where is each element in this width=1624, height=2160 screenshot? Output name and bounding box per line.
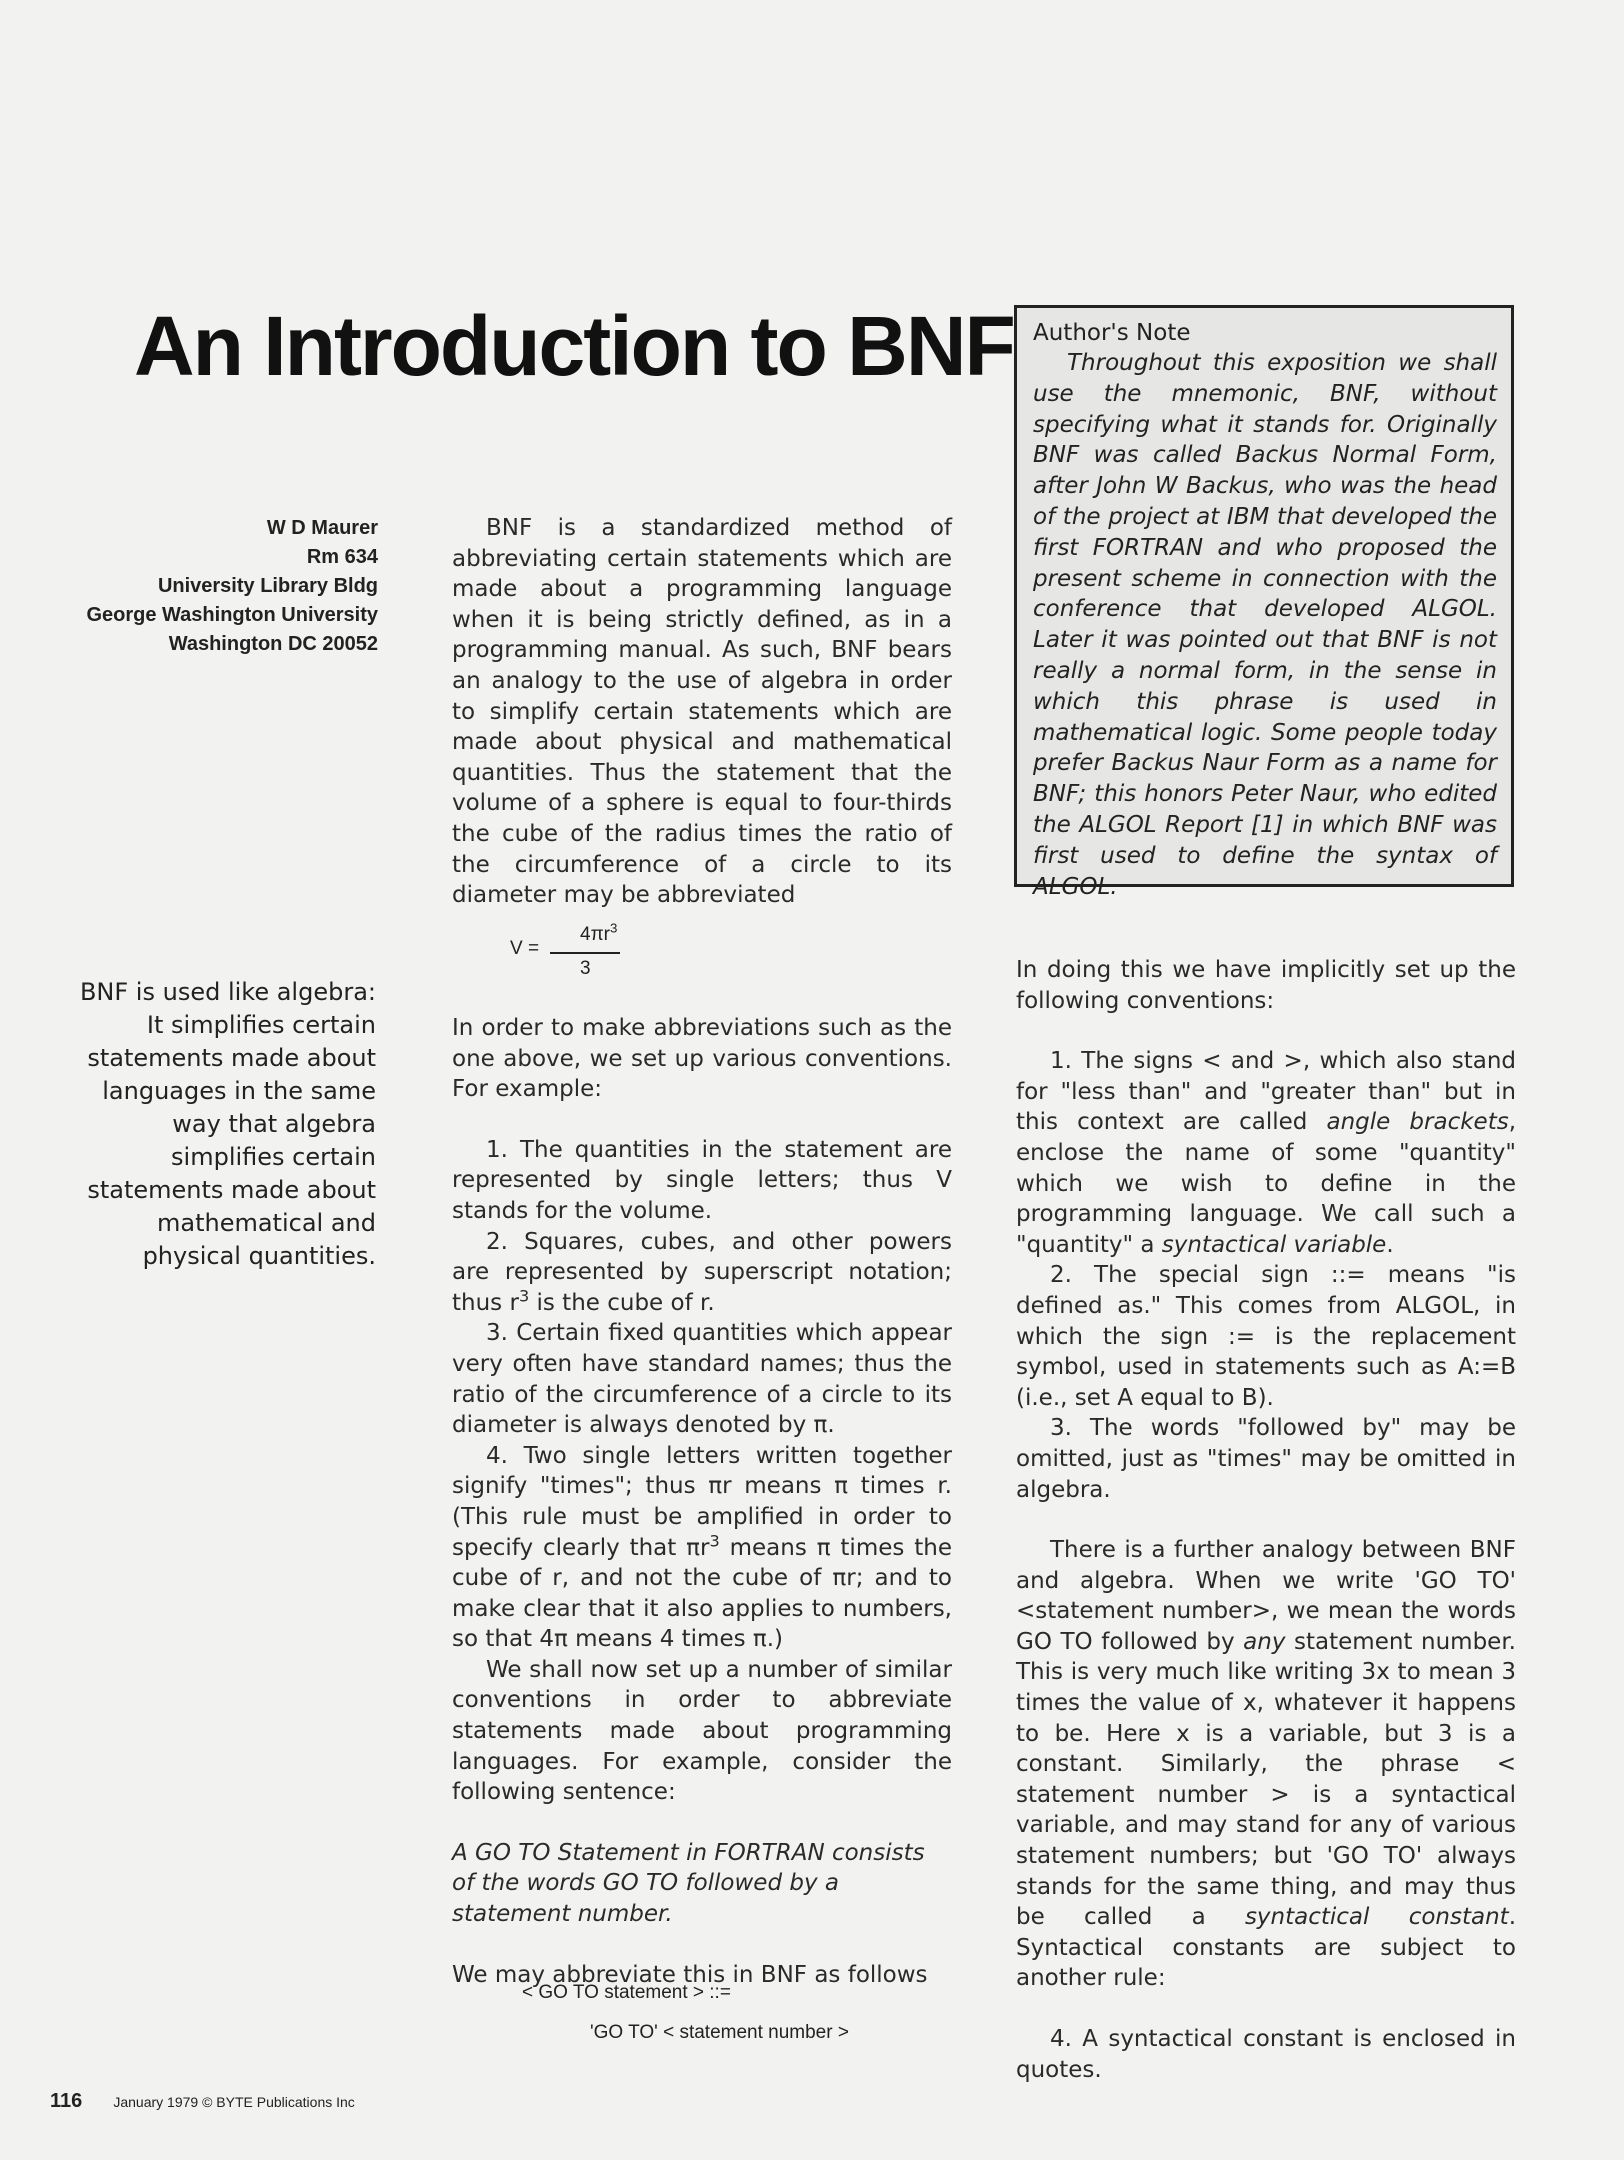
author-name: W D Maurer — [266, 517, 378, 539]
analogy-paragraph: There is a further analogy between BNF and algebra. When we write 'GO TO' <statement number>, we mean the words GO TO followed by any statement number. This is very much like writing 3x to mean 3 times the value of x, whatever it happens to be. Here x is a variable, but 3 is a constant. Similarly, the phrase < statement number > is a syntactical variable, and may stand for any of various statement numbers; but 'GO TO' always stands for the same thing, and may thus be called a syntactical constant. Syntactical constants are subject to another rule: — [1016, 1537, 1516, 1992]
bnf-convention-2: 2. The special sign ::= means "is defined as." This comes from ALGOL, in which the sign := is the replacement symbol, used in statements such as A:=B (i.e., set A equal to B). — [1016, 1262, 1516, 1411]
article-title: An Introduction to BNF — [134, 299, 1014, 393]
right-column — [1016, 955, 1516, 2085]
authors-note-text: Throughout this exposition we shall use the mnemonic, BNF, without specifying what it stands for. Originally BNF was called Backus Normal Form, after John W Backus, who was the head of the project at IBM that developed the first FORTRAN and who proposed the present scheme in connection with the conference that developed ALGOL. Later it was pointed out that BNF is not really a normal form, in the sense in which this phrase is used in mathematical logic. Some people today prefer Backus Naur Form as a name for BNF; this honors Peter Naur, who edited the ALGOL Report [1] in which BNF was first used to define the syntax of ALGOL. — [1033, 350, 1497, 900]
intro-column — [452, 513, 952, 911]
authors-note-heading: Author's Note — [1033, 320, 1191, 346]
similar-conventions-paragraph: We shall now set up a number of similar conventions in order to abbreviate statements made about programming languages. For example, consider the following sentence: — [452, 1656, 952, 1806]
pull-quote: BNF is used like algebra: It simplifies certain statements made about languages in the same way that algebra simplifies certain statements made about mathematical and physical quantities. — [79, 978, 376, 1270]
implicit-conventions-intro: In doing this we have implicitly set up the following conventions: — [1016, 957, 1516, 1014]
sphere-volume-formula — [510, 920, 630, 984]
author-university: George Washington University — [86, 604, 378, 626]
convention-item-2: 2. Squares, cubes, and other powers are represented by superscript notation; thus $r^3$ is the cube of r. — [452, 1228, 952, 1316]
author-city: Washington DC 20052 — [168, 633, 378, 655]
convention-item-1: 1. The quantities in the statement are represented by single letters; thus V stands for the volume. — [452, 1136, 952, 1224]
formula-numerator: $4\pi r^3$ — [580, 920, 618, 945]
bnf-convention-4: 4. A syntactical constant is enclosed in quotes. — [1016, 2026, 1516, 2083]
abbreviate-lead: We may abbreviate this in BNF as follows — [452, 1961, 928, 1988]
formula-denominator: 3 — [580, 958, 591, 979]
bnf-rule-line-1: < GO TO statement > ::= — [522, 1982, 731, 2003]
author-block — [58, 514, 378, 659]
author-building: University Library Bldg — [157, 575, 378, 597]
bnf-convention-1: 1. The signs < and >, which also stand for "less than" and "greater than" but in this context are called angle brackets, enclose the name of some "quantity" which we wish to define in the programming language. We call such a "quantity" a syntactical variable. — [1016, 1048, 1517, 1258]
example-sentence: A GO TO Statement in FORTRAN consists of the words GO TO followed by a statement number. — [452, 1839, 925, 1928]
convention-item-4: 4. Two single letters written together signify "times"; thus πr means π times r. (This rule must be amplified in order to specify clearly that $\pi r^3$ means π times the cube of r, and not the cube of πr; and to make clear that it also applies to numbers, so that 4π means 4 times π.) — [452, 1442, 952, 1653]
bnf-rule-line-2: 'GO TO' < statement number > — [590, 2022, 849, 2043]
middle-column — [452, 1013, 952, 1990]
intro-paragraph: BNF is a standardized method of abbreviating certain statements which are made about a programming language when it is being strictly defined, as in a programming manual. As such, BNF bears an analogy to the use of algebra in order to simplify certain statements which are made about physical and mathematical quantities. Thus the statement that the volume of a sphere is equal to four-thirds the cube of the radius times the ratio of the circumference of a circle to its diameter may be abbreviated — [452, 515, 952, 909]
authors-note-box — [1014, 305, 1514, 900]
conventions-intro: In order to make abbreviations such as the one above, we set up various conventions. For example: — [452, 1015, 952, 1103]
page-footer — [50, 2090, 355, 2113]
formula-lhs: V = — [510, 938, 540, 959]
formula-fraction-bar — [550, 952, 620, 954]
bnf-convention-3: 3. The words "followed by" may be omitted, just as "times" may be omitted in algebra. — [1016, 1415, 1516, 1503]
author-room: Rm 634 — [306, 546, 378, 568]
page-number: 116 — [50, 2090, 83, 2112]
footer-credit: January 1979 © BYTE Publications Inc — [113, 2094, 355, 2110]
convention-item-3: 3. Certain fixed quantities which appear very often have standard names; thus the ratio of the circumference of a circle to its diameter is always denoted by π. — [452, 1320, 952, 1439]
